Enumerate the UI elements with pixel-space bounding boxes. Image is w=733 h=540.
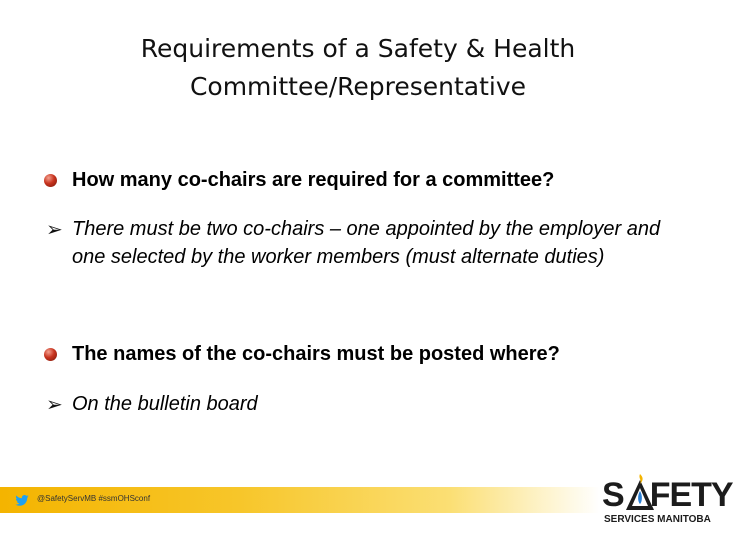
safety-logo-triangle-icon (624, 474, 656, 512)
answer-1-text: There must be two co-chairs – one appointed by the employer and one selected by the worker members (must alternate duties) (72, 218, 661, 268)
title-line-2: Committee/Representative (189, 72, 527, 101)
hashtags-text: @SafetyServMB #ssmOHSconf (37, 494, 151, 503)
slide-title (0, 30, 716, 106)
title-line-1: Requirements of a Safety & Health (140, 34, 576, 63)
footer-band (0, 487, 600, 513)
question-1-text: How many co-chairs are required for a committee? (72, 169, 555, 191)
twitter-icon (14, 495, 30, 506)
safety-services-manitoba-logo (602, 476, 733, 530)
logo-subtitle: SERVICES MANITOBA (604, 514, 711, 525)
bullet-dot-icon (44, 174, 57, 187)
question-2-text: The names of the co-chairs must be posted where? (72, 343, 560, 365)
arrow-bullet-icon: ➢ (46, 394, 63, 416)
arrow-bullet-icon: ➢ (46, 219, 63, 241)
bullet-dot-icon (44, 348, 57, 361)
answer-2-text: On the bulletin board (72, 393, 258, 415)
logo-word: S FETY (602, 476, 733, 514)
